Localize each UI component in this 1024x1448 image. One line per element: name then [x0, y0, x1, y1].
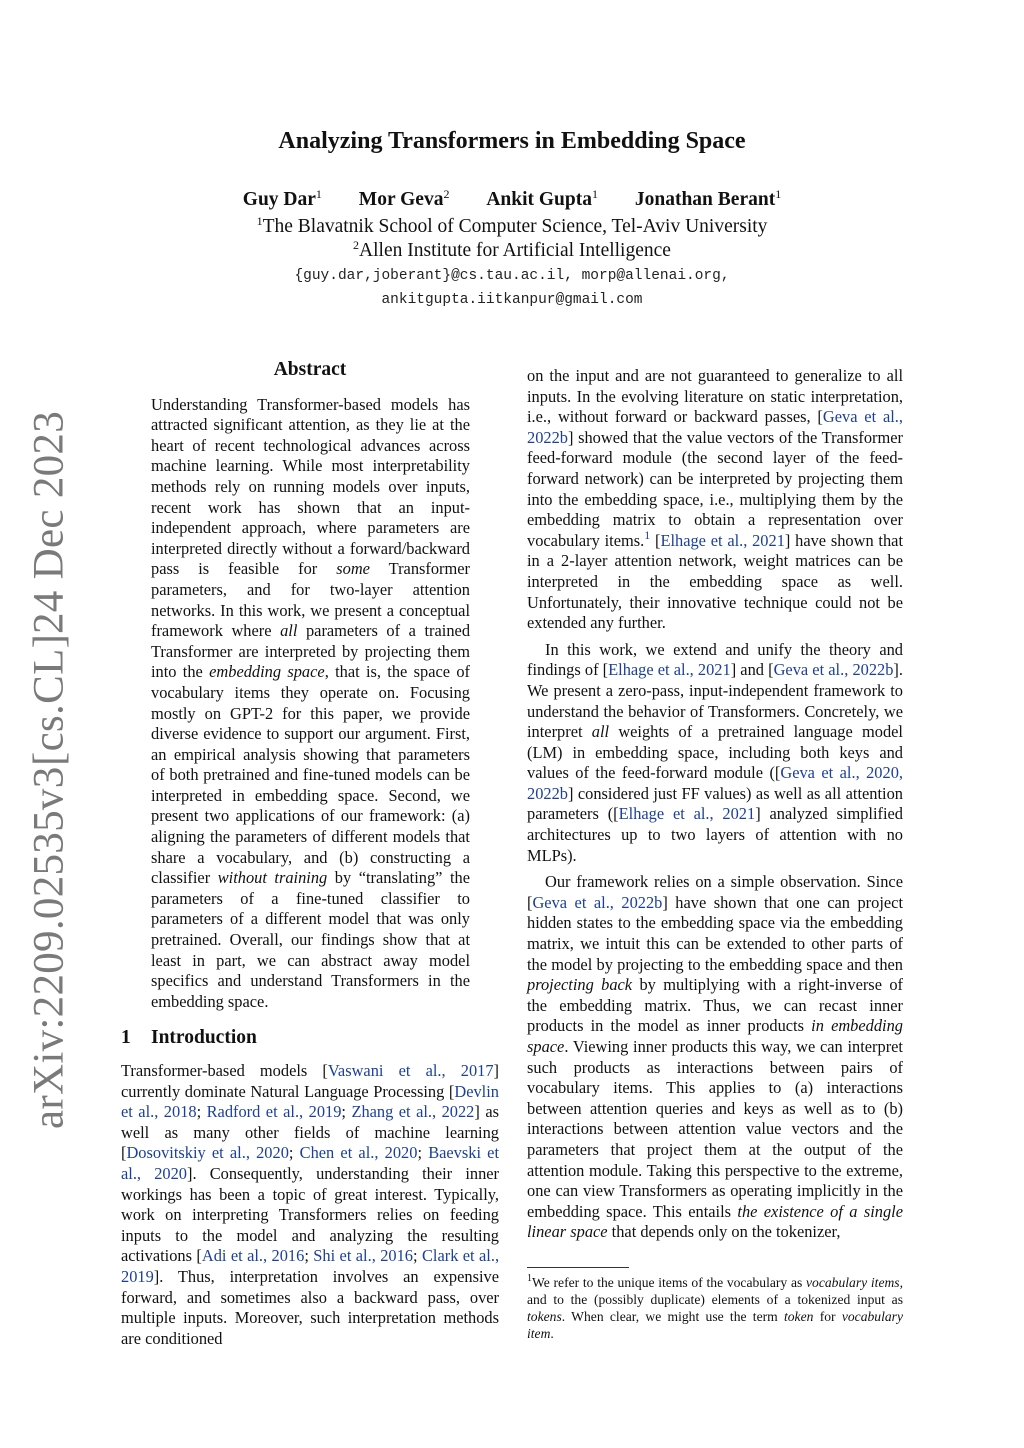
intro-paragraph: In this work, we extend and unify the theory and findings of [Elhage et al., 2021] and [Geva et al., 2022b]. We present a zero-pass, input-independent framework to understand the behavior of Transformers. Concretely, we interpret all weights of a pretrained language model (LM) in embedding space, including both keys and values of the feed-forward module ([Geva et al., 2020, 2022b] considered just FF values) as well as all attention parameters ([Elhage et al., 2021] analyzed simplified architectures up to two layers of attention with no MLPs).: [527, 639, 903, 865]
author: Guy Dar$^1$: [242, 187, 322, 210]
author: Mor Geva$^2$: [358, 187, 450, 210]
intro-paragraph: Transformer-based models [Vaswani et al., 2017] currently dominate Natural Language Processing [Devlin et al., 2018; Radford et al., 2019; Zhang et al., 2022] as well as many other fields of machine learning [Dosovitskiy et al., 2020; Chen et al., 2020; Baevski et al., 2020]. Consequently, understanding their inner workings has been a topic of great interest. Typically, work on interpreting Transformers relies on feeding inputs to the model and analyzing the resulting activations [Adi et al., 2016; Shi et al., 2016; Clark et al., 2019]. Thus, interpretation involves an expensive forward, and sometimes also a backward pass, over multiple inputs. Moreover, such interpretation methods are conditioned: [121, 1061, 500, 1348]
arxiv-date: 24 Dec 2023: [25, 411, 73, 635]
citation-link[interactable]: Elhage et al., 2021: [608, 660, 731, 680]
citation-link[interactable]: Elhage et al., 2021: [618, 804, 756, 824]
footnote-divider: [527, 1267, 629, 1268]
citation-link[interactable]: Geva et al., 2020, 2022b: [527, 763, 903, 803]
citation-link[interactable]: Vaswani et al., 2017: [327, 1061, 494, 1080]
citation-link[interactable]: Geva et al., 2022b: [532, 892, 663, 912]
arxiv-category: [cs.CL]: [25, 634, 73, 767]
author: Jonathan Berant$^1$: [634, 187, 782, 210]
citation-link[interactable]: Adi et al., 2016: [201, 1246, 305, 1266]
left-column: [121, 360, 499, 1349]
intro-paragraph-continued: on the input and are not guaranteed to generalize to all inputs. In the evolving literature on static interpretation, i.e., without forward or backward passes, [Geva et al., 2022b] showed that the value vectors of the Transformer feed-forward module (the second layer of the feed-forward network) can be interpreted by projecting them into the embedding space, i.e., multiplying them by the embedding matrix to obtain a representation over vocabulary items.$^1$ [Elhage et al., 2021] have shown that in a 2-layer attention network, weight matrices can be interpreted in the embedding space as well. Unfortunately, their innovative technique could not be extended any further.: [527, 366, 903, 633]
citation-link[interactable]: Geva et al., 2022b: [527, 407, 903, 447]
arxiv-side-stamp: [18, 411, 80, 1129]
citation-link[interactable]: Geva et al., 2022b: [773, 660, 894, 680]
citation-link[interactable]: Zhang et al., 2022: [351, 1102, 475, 1122]
citation-link[interactable]: Baevski et al., 2020: [121, 1143, 500, 1183]
abstract-heading: Abstract: [273, 359, 347, 380]
section-heading-introduction: 1 Introduction: [121, 1027, 257, 1049]
paper-title: Analyzing Transformers in Embedding Space: [278, 128, 746, 154]
citation-link[interactable]: Chen et al., 2020: [299, 1143, 418, 1163]
citation-link[interactable]: Dosovitskiy et al., 2020: [126, 1143, 289, 1163]
affiliation: $^2$Allen Institute for Artificial Intelligence: [353, 238, 671, 261]
intro-paragraph: Our framework relies on a simple observation. Since [Geva et al., 2022b] have shown that one can project hidden states to the embedding space via the embedding matrix, we intuit this can be extended to other parts of the model by projecting to the embedding space and then projecting back by multiplying with a right-inverse of the embedding matrix. Thus, we can recast inner products in the model as inner products in embedding space. Viewing inner products this way, we can interpret such products as interactions between pairs of vocabulary items. This applies to (a) interactions between attention queries and keys as well as to (b) interactions between attention value vectors and the parameters that project them at the output of the attention module. Taking this perspective to the extreme, one can view Transformers as operating implicitly in the embedding space. This entails the existence of a single linear space that depends only on the tokenizer,: [527, 872, 903, 1242]
author: Ankit Gupta$^1$: [486, 187, 598, 210]
affiliation: $^1$The Blavatnik School of Computer Science, Tel-Aviv University: [256, 214, 768, 237]
right-column: [527, 366, 903, 1342]
citation-link[interactable]: Elhage et al., 2021: [660, 530, 785, 550]
arxiv-id: arXiv:2209.02535v3: [25, 766, 73, 1129]
citation-link[interactable]: Shi et al., 2016: [313, 1246, 413, 1266]
footnote: $^1$We refer to the unique items of the vocabulary as vocabulary items, and to the (possibly duplicate) elements of a tokenized input as tokens. When clear, we might use the term token for vocabulary item.: [527, 1272, 903, 1341]
footnote-ref[interactable]: 1: [644, 527, 651, 542]
author-emails: ankitgupta.iitkanpur@gmail.com: [381, 292, 643, 308]
abstract-text: Understanding Transformer-based models has attracted significant attention, as they lie at the heart of recent technological advances across machine learning. While most interpretability methods rely on running models over inputs, recent work has shown that an input-independent approach, where parameters are interpreted directly without a forward/backward pass is feasible for some Transformer parameters, and for two-layer attention networks. In this work, we present a conceptual framework where all parameters of a trained Transformer are interpreted by projecting them into the embedding space, that is, the space of vocabulary items they operate on. Focusing mostly on GPT-2 for this paper, we provide diverse evidence to support our argument. First, an empirical analysis showing that parameters of both pretrained and fine-tuned models can be interpreted in embedding space. Second, we present two applications of our framework: (a) aligning the parameters of different models that share a vocabulary, and (b) constructing a classifier without training by “translating” the parameters of a fine-tuned classifier to parameters of a different model that was only pretrained. Overall, our findings show that at least in part, we can abstract away model specifics and understand Transformers in the embedding space.: [151, 394, 471, 1011]
citation-link[interactable]: Devlin et al., 2018: [121, 1081, 499, 1122]
author-list: [0, 189, 1024, 211]
citation-link[interactable]: Clark et al., 2019: [121, 1246, 500, 1286]
citation-link[interactable]: Radford et al., 2019: [206, 1102, 342, 1122]
author-emails: {guy.dar,joberant}@cs.tau.ac.il, morp@allenai.org,: [294, 268, 730, 284]
